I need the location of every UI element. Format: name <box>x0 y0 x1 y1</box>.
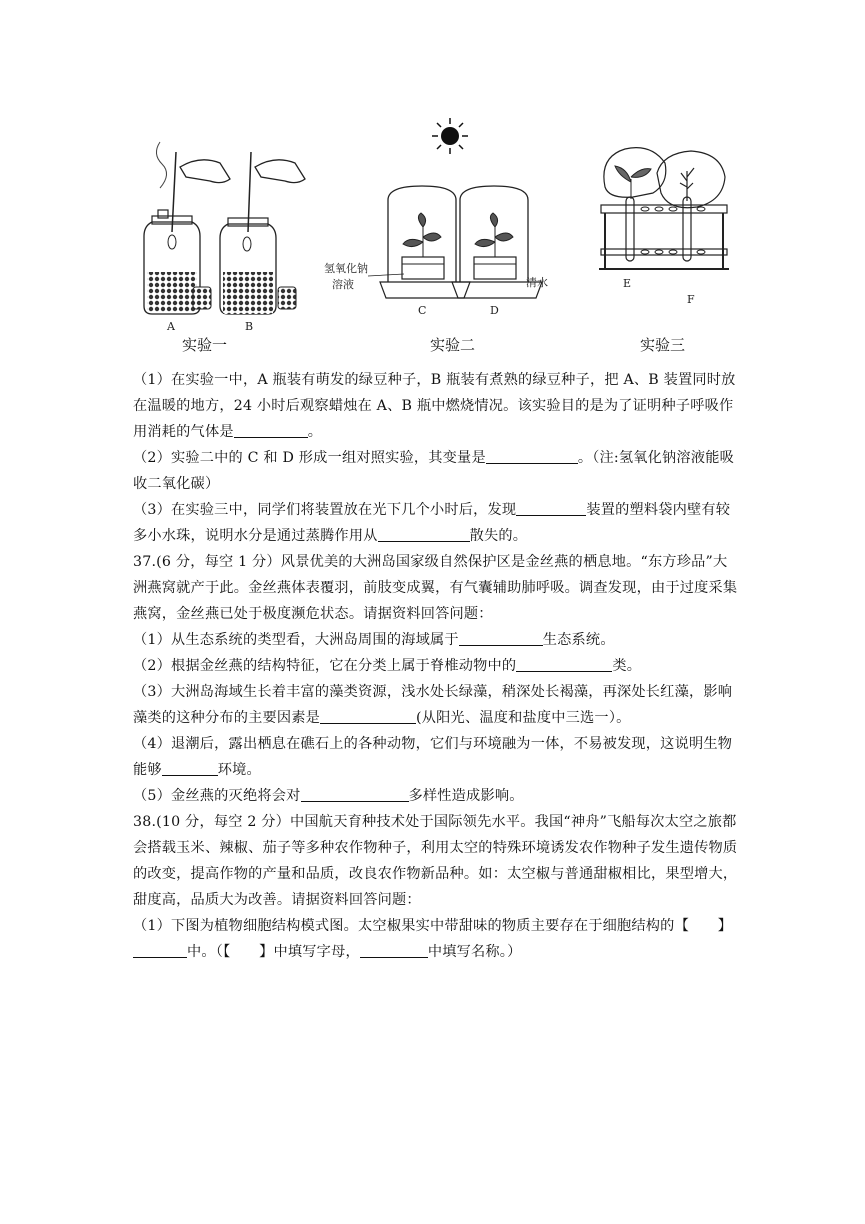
q37-part-5: （5）金丝燕的灭绝将会对 多样性造成影响。 <box>133 788 524 804</box>
answer-blank[interactable] <box>486 448 578 464</box>
q36-part-3: （3）在实验三中，同学们将装置放在光下几个小时后，发现 装置的塑料袋内壁有较多小水珠，说明水分是通过蒸腾作用从 散失的。 <box>133 502 731 544</box>
label-e: E <box>623 277 632 290</box>
label-f: F <box>687 293 695 306</box>
answer-blank[interactable] <box>516 500 586 516</box>
answer-blank[interactable] <box>133 942 187 958</box>
label-water: 清水 <box>526 276 548 289</box>
caption-experiment-2: 实验二 <box>430 336 476 354</box>
label-c: C <box>418 304 427 317</box>
answer-blank[interactable] <box>360 942 428 958</box>
question-text <box>133 367 738 965</box>
q37-part-3: （3）大洲岛海域生长着丰富的藻类资源，浅水处长绿藻，稍深处长褐藻，再深处长红藻，影响藻类的这种分布的主要因素是 (从阳光、温度和盐度中三选一）。 <box>133 684 733 726</box>
sun-icon <box>432 118 468 154</box>
answer-blank[interactable] <box>320 708 416 724</box>
caption-experiment-1: 实验一 <box>182 336 228 354</box>
experiment-2-figure <box>320 112 570 332</box>
q36-part-1: （1）在实验一中，A 瓶装有萌发的绿豆种子，B 瓶装有煮熟的绿豆种子，把 A、B 装置同时放在温暖的地方，24 小时后观察蜡烛在 A、B 瓶中燃烧情况。该实验目的是为了证明种子呼吸作用消耗的气体是 。 <box>133 372 736 440</box>
answer-blank[interactable] <box>378 526 470 542</box>
q36-part-2: （2）实验二中的 C 和 D 形成一组对照实验，其变量是 。（注:氢氧化钠溶液能吸收二氧化碳） <box>133 450 734 492</box>
label-naoh-1: 氢氧化钠 <box>324 262 368 275</box>
q37-part-1: （1）从生态系统的类型看，大洲岛周围的海域属于 生态系统。 <box>133 632 615 648</box>
experiment-figures <box>120 112 740 352</box>
q37-part-4: （4）退潮后，露出栖息在礁石上的各种动物，它们与环境融为一体，不易被发现，这说明生物能够 环境。 <box>133 736 733 778</box>
q38-part-1: （1）下图为植物细胞结构模式图。太空椒果实中带甜味的物质主要存在于细胞结构的【 】中。（【 】中填写字母， 中填写名称。） <box>133 918 733 960</box>
answer-blank[interactable] <box>301 786 409 802</box>
label-b: B <box>245 320 254 332</box>
label-naoh-2: 溶液 <box>332 278 354 291</box>
q38-intro: 38.(10 分，每空 2 分）中国航天育种技术处于国际领先水平。我国“神舟”飞船每次太空之旅都会搭载玉米、辣椒、茄子等多种农作物种子，利用太空的特殊环境诱发农作物种子发生遗传物质的改变，提高作物的产量和品质，改良农作物新品种。如：太空椒与普通甜椒相比，果型增大，甜度高，品质大为改善。请据资料回答问题： <box>133 814 738 908</box>
q37-intro: 37.(6 分，每空 1 分）风景优美的大洲岛国家级自然保护区是金丝燕的栖息地。“东方珍品”大洲燕窝就产于此。金丝燕体表覆羽，前肢变成翼，有气囊辅助肺呼吸。调查发现，由于过度采集燕窝，金丝燕已处于极度濒危状态。请据资料回答问题： <box>133 554 738 622</box>
label-d: D <box>490 304 499 317</box>
experiment-3-figure <box>595 137 740 307</box>
caption-experiment-3: 实验三 <box>640 336 686 354</box>
answer-blank[interactable] <box>516 656 612 672</box>
answer-blank[interactable] <box>234 422 308 438</box>
answer-blank[interactable] <box>162 760 218 776</box>
answer-blank[interactable] <box>459 630 543 646</box>
label-a: A <box>167 320 175 332</box>
q37-part-2: （2）根据金丝燕的结构特征，它在分类上属于脊椎动物中的 类。 <box>133 658 642 674</box>
experiment-1-figure <box>130 132 320 332</box>
